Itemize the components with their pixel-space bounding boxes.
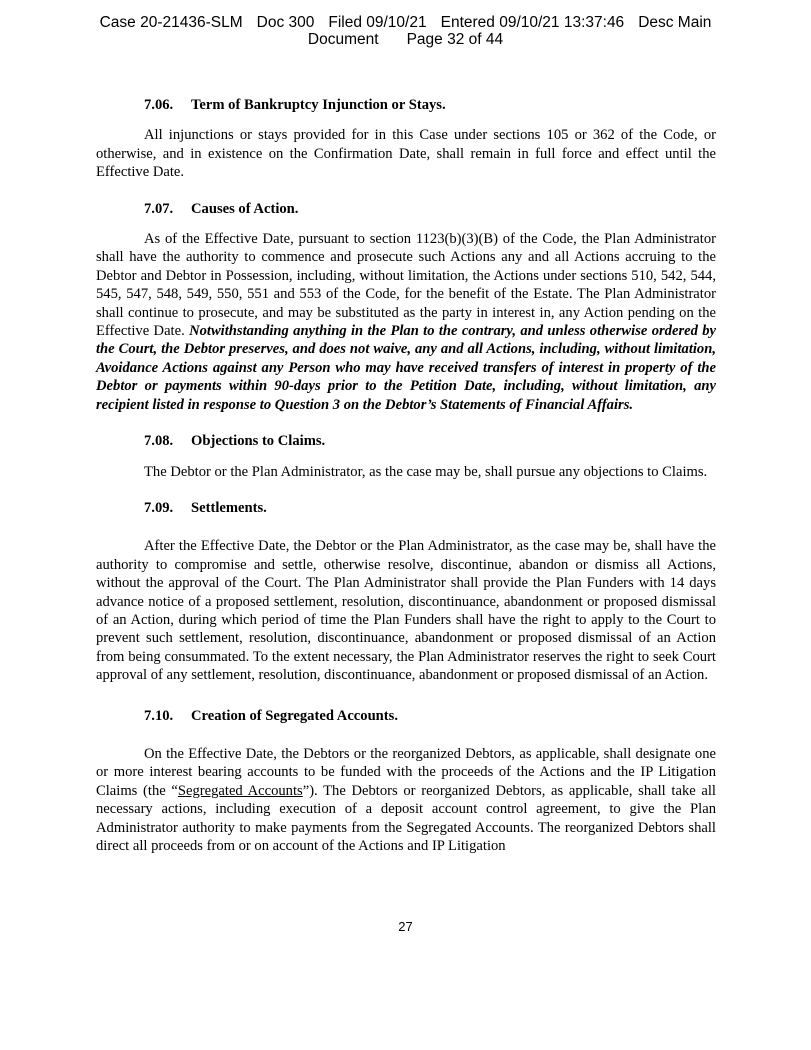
doc-number: Doc 300 [256,14,315,31]
section-number: 7.08. [144,433,174,450]
desc-label: Desc Main [638,14,712,31]
paragraph-text: As of the Effective Date, pursuant to section 1123(b)(3)(B) of the Code, the Plan Administrator shall have the authority to commence and prosecute such Actions any and all Actions accruing to the Debtor and Debtor in Possession, including, without limitation, the Actions under sections 510, 542, 544, 545, 547, 548, 549, 550, 551 and 553 of the Code, for the benefit of the Estate. The Plan Administrator shall continue to prosecute, and may be substituted as the party in interest in, any Action pending on the Effective Date. [96,231,716,340]
page-number: 27 [398,919,413,934]
document-body [96,96,716,855]
section-paragraph-7-08: The Debtor or the Plan Administrator, as the case may be, shall pursue any objections to Claims. [144,463,708,480]
section-title: Objections to Claims. [191,433,326,450]
emphasized-text: Notwithstanding anything in the Plan to the contrary, and unless otherwise ordered by the Court, the Debtor preserves, and does not waive, any and all Actions, including, without limitation, Avoidance Actions against any Person who may have received transfers of interest in property of the Debtor or payments within 90-days prior to the Petition Date, including, without limitation, any recipient listed in response to Question 3 on the Debtor’s Statements of Financial Affairs. [96,323,717,413]
section-heading-7-08 [144,432,716,450]
section-number: 7.06. [144,97,174,113]
section-number: 7.09. [144,499,174,516]
case-number: Case 20-21436-SLM [99,14,243,31]
section-number: 7.07. [144,200,174,217]
section-heading-7-09 [144,499,716,517]
section-heading-7-07 [144,200,716,218]
paragraph-text: ”). The Debtors or reorganized Debtors, as applicable, shall take all necessary actions, including execution of a deposit account control agreement, to give the Plan Administrator authority to make payments from the Segregated Accounts. The reorganized Debtors shall direct all proceeds from or on account of the Actions and IP Litigation [96,782,716,854]
filing-header-line-2 [0,31,811,48]
section-title: Causes of Action. [191,200,299,217]
section-heading-7-06 [144,96,716,114]
section-title: Settlements. [191,499,267,516]
section-title: Term of Bankruptcy Injunction or Stays. [191,97,446,113]
paragraph-text: On the Effective Date, the Debtors or the reorganized Debtors, as applicable, shall designate one or more interest bearing accounts to be funded with the proceeds of the Actions and the IP Litigation Claims (the “ [96,745,716,799]
section-paragraph-7-10 [96,745,716,855]
section-heading-7-10 [144,707,716,725]
entered-date: Entered 09/10/21 13:37:46 [440,14,625,31]
page-indicator: Page 32 of 44 [406,31,504,48]
filing-header [0,14,811,48]
section-paragraph-7-06: All injunctions or stays provided for in this Case under sections 105 or 362 of the Code, or otherwise, and in existence on the Confirmation Date, shall remain in full force and effect until the Effective Date. [96,127,716,181]
section-paragraph-7-07 [96,230,716,414]
section-number: 7.10. [144,707,174,724]
defined-term: Segregated Accounts [177,782,303,799]
section-paragraph-7-09: After the Effective Date, the Debtor or the Plan Administrator, as the case may be, shall have the authority to compromise and settle, otherwise resolve, discontinue, abandon or dismiss all Actions, without the approval of the Court. The Plan Administrator shall provide the Plan Funders with 14 days advance notice of a proposed settlement, resolution, discontinuance, abandonment or proposed dismissal of an Action, during which period of time the Plan Funders shall have the right to apply to the Court to prevent such settlement, resolution, discontinuance, abandonment or proposed dismissal of an Action from being consummated. To the extent necessary, the Plan Administrator reserves the right to seek Court approval of any settlement, resolution, discontinuance, abandonment or proposed dismissal of an Action. [96,538,716,684]
document-label: Document [307,31,379,48]
section-title: Creation of Segregated Accounts. [191,707,398,724]
filing-header-line-1 [0,14,811,31]
filed-date: Filed 09/10/21 [328,14,427,31]
